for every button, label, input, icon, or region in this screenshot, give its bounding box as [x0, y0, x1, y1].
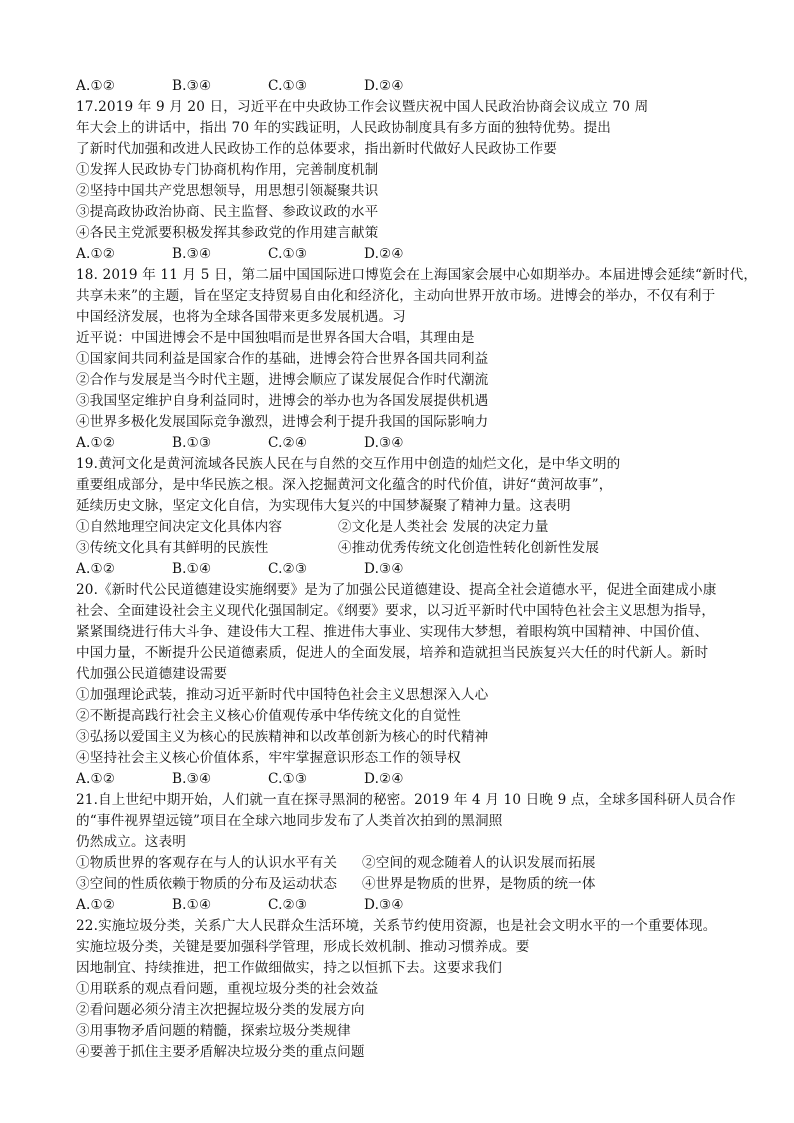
- option-c: C.②④: [268, 435, 308, 451]
- q18-item: ②合作与发展是当今时代主题，进博会顺应了谋发展促合作时代潮流: [76, 372, 489, 388]
- option-c: C.②③: [268, 897, 308, 913]
- q21-item: ②空间的观念随着人的认识发展而拓展: [362, 855, 596, 871]
- q22-stem-line: 22.实施垃圾分类，关系广大人民群众生活环境，关系节约使用资源，也是社会文明水平的一个重要体现。: [76, 918, 717, 934]
- q20-stem-line: 紧紧围绕进行伟大斗争、建设伟大工程、推进伟大事业、实现伟大梦想，着眼构筑中国精神、中国价值、: [76, 624, 709, 640]
- q22-stem-line: 实施垃圾分类，关键是要加强科学管理，形成长效机制、推动习惯养成。要: [76, 939, 530, 955]
- option-b: B.③④: [172, 771, 212, 787]
- q19-item: ③传统文化具有其鲜明的民族性: [76, 540, 269, 556]
- option-d: D.②④: [364, 771, 404, 787]
- option-d: D.②④: [364, 246, 404, 262]
- q17-item: ④各民主党派要积极发挥其参政党的作用建言献策: [76, 225, 379, 241]
- q21-stem-line: 21.自上世纪中期开始，人们就一直在探寻黑洞的秘密。2019 年 4 月 10 日晚 9 点，全球多国科研人员合作: [76, 792, 736, 808]
- q22-item: ①用联系的观点看问题，重视垃圾分类的社会效益: [76, 981, 379, 997]
- q18-stem-line: 18. 2019 年 11 月 5 日，第二届中国国际进口博览会在上海国家会展中心如期举办。本届进博会延续“新时代，: [76, 267, 758, 283]
- q20-stem-line: 中国力量，不断提升公民道德素质，促进人的全面发展，培养和造就担当民族复兴大任的时代新人。新时: [76, 645, 709, 661]
- q21-item: ③空间的性质依赖于物质的分布及运动状态: [76, 876, 338, 892]
- q21-options: [76, 895, 404, 915]
- option-c: C.①③: [268, 771, 308, 787]
- q18-options: [76, 433, 404, 453]
- option-b: B.①④: [172, 561, 212, 577]
- q21-item-row: [76, 874, 596, 894]
- q21-item-row: [76, 853, 596, 873]
- option-b: B.①③: [172, 435, 212, 451]
- option-a: A.①②: [76, 78, 116, 94]
- q20-stem-line: 社会、全面建设社会主义现代化强国制定。《纲要》要求，以习近平新时代中国特色社会主义思想为指导，: [76, 603, 716, 619]
- q16-options: [76, 76, 404, 96]
- q21-stem-line: 仍然成立。这表明: [76, 834, 186, 850]
- q17-stem-line: 17.2019 年 9 月 20 日，习近平在中央政协工作会议暨庆祝中国人民政治协商会议成立 70 周: [76, 99, 649, 115]
- option-d: D.③④: [364, 897, 404, 913]
- q20-item: ④坚持社会主义核心价值体系，牢牢掌握意识形态工作的领导权: [76, 750, 461, 766]
- q21-stem-line: 的“事件视界望远镜”项目在全球六地同步发布了人类首次拍到的黑洞照: [76, 813, 503, 829]
- option-d: D.②④: [364, 78, 404, 94]
- q19-item: ④推动优秀传统文化创造性转化创新性发展: [338, 540, 600, 556]
- q19-item-row: [76, 538, 599, 558]
- q17-item: ③提高政协政治协商、民主监督、参政议政的水平: [76, 204, 379, 220]
- q19-item: ②文化是人类社会 发展的决定力量: [338, 519, 549, 535]
- option-c: C.①③: [268, 246, 308, 262]
- q19-stem-line: 19.黄河文化是黄河流域各民族人民在与自然的交互作用中创造的灿烂文化，是中华文明的: [76, 456, 621, 472]
- q19-stem-line: 重要组成部分，是中华民族之根。深入挖掘黄河文化蕴含的时代价值，讲好“黄河故事”，: [76, 477, 613, 493]
- q17-item: ②坚持中国共产党思想领导，用思想引领凝聚共识: [76, 183, 379, 199]
- option-a: A.①②: [76, 771, 116, 787]
- q22-item: ③用事物矛盾问题的精髓，探索垃圾分类规律: [76, 1023, 351, 1039]
- q20-item: ②不断提高践行社会主义核心价值观传承中华传统文化的自觉性: [76, 708, 461, 724]
- option-a: A.①②: [76, 246, 116, 262]
- q18-item: ④世界多极化发展国际竞争激烈，进博会利于提升我国的国际影响力: [76, 414, 489, 430]
- q20-options: [76, 769, 404, 789]
- option-b: B.③④: [172, 246, 212, 262]
- option-c: C.②③: [268, 561, 308, 577]
- q22-stem-line: 因地制宜、持续推进，把工作做细做实，持之以恒抓下去。这要求我们: [76, 960, 503, 976]
- option-a: A.①②: [76, 561, 116, 577]
- q17-stem-line: 了新时代加强和改进人民政协工作的总体要求，指出新时代做好人民政协工作要: [76, 141, 558, 157]
- q18-stem-line: 中国经济发展，也将为全球各国带来更多发展机遇。习: [76, 309, 406, 325]
- option-d: D.③④: [364, 435, 404, 451]
- q21-item: ①物质世界的客观存在与人的认识水平有关: [76, 855, 338, 871]
- q20-stem-line: 代加强公民道德建设需要: [76, 666, 228, 682]
- q20-stem-line: 20.《新时代公民道德建设实施纲要》是为了加强公民道德建设、提高全社会道德水平，促进全面建成小康: [76, 582, 717, 598]
- q22-item: ②看问题必须分清主次把握垃圾分类的发展方向: [76, 1002, 365, 1018]
- q19-stem-line: 延续历史文脉，坚定文化自信，为实现伟大复兴的中国梦凝聚了精神力量。这表明: [76, 498, 571, 514]
- option-b: B.①④: [172, 897, 212, 913]
- q18-stem-line: 近平说：中国进博会不是中国独唱而是世界各国大合唱，其理由是: [76, 330, 475, 346]
- option-d: D.③④: [364, 561, 404, 577]
- option-b: B.③④: [172, 78, 212, 94]
- option-a: A.①②: [76, 897, 116, 913]
- q22-item: ④要善于抓住主要矛盾解决垃圾分类的重点问题: [76, 1044, 365, 1060]
- q18-item: ③我国坚定维护自身利益同时，进博会的举办也为各国发展提供机遇: [76, 393, 489, 409]
- q18-item: ①国家间共同利益是国家合作的基础，进博会符合世界各国共同利益: [76, 351, 489, 367]
- q19-options: [76, 559, 404, 579]
- q17-stem-line: 年大会上的讲话中，指出 70 年的实践证明，人民政协制度具有多方面的独特优势。提出: [76, 120, 612, 136]
- q20-item: ①加强理论武装，推动习近平新时代中国特色社会主义思想深入人心: [76, 687, 489, 703]
- q17-item: ①发挥人民政协专门协商机构作用，完善制度机制: [76, 162, 379, 178]
- option-c: C.①③: [268, 78, 308, 94]
- q17-options: [76, 244, 404, 264]
- q19-item: ①自然地理空间决定文化具体内容: [76, 519, 283, 535]
- option-a: A.①②: [76, 435, 116, 451]
- q19-item-row: [76, 517, 549, 537]
- q21-item: ④世界是物质的世界，是物质的统一体: [362, 876, 596, 892]
- q18-stem-line: 共享未来”的主题，旨在坚定支持贸易自由化和经济化，主动向世界开放市场。进博会的举办，不仅有利于: [76, 288, 716, 304]
- q20-item: ③弘扬以爱国主义为核心的民族精神和以改革创新为核心的时代精神: [76, 729, 489, 745]
